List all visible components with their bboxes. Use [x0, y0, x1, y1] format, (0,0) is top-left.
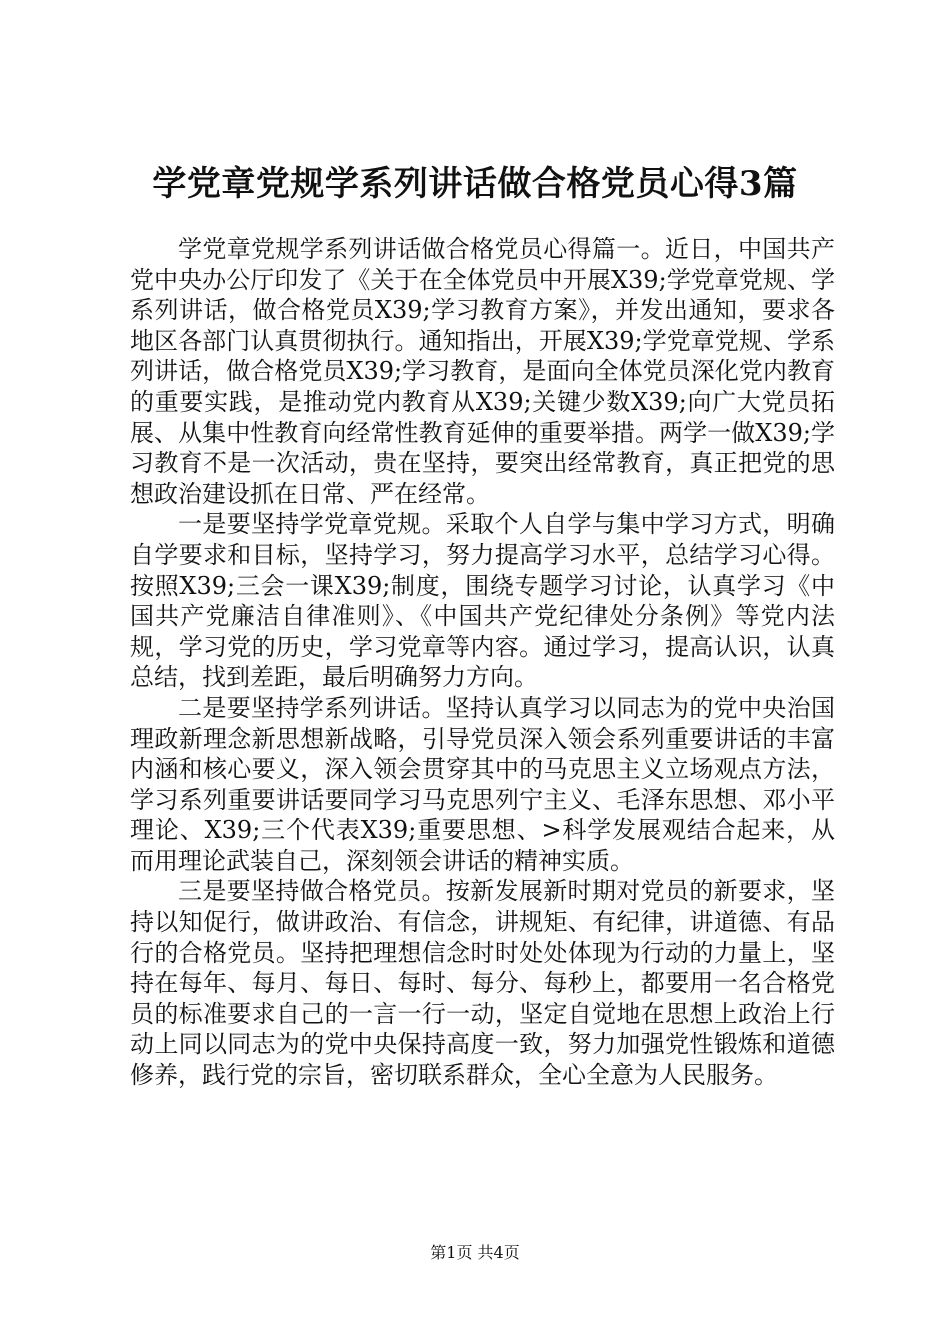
document-title: 学党章党规学系列讲话做合格党员心得3篇 [152, 164, 798, 204]
page-number-footer: 第1页 共4页 [430, 1243, 520, 1262]
document-body [130, 234, 835, 1091]
paragraph-point-one: 一是要坚持学党章党规。采取个人自学与集中学习方式，明确自学要求和目标，坚持学习，努力提高学习水平，总结学习心得。按照X39;三会一课X39;制度，围绕专题学习讨论，认真学习《中国共产党廉洁自律准则》、《中国共产党纪律处分条例》等党内法规，学习党的历史，学习党章等内容。通过学习，提高认识，认真总结，找到差距，最后明确努力方向。 [130, 510, 835, 692]
paragraph-point-three: 三是要坚持做合格党员。按新发展新时期对党员的新要求，坚持以知促行，做讲政治、有信念，讲规矩、有纪律，讲道德、有品行的合格党员。坚持把理想信念时时处处体现为行动的力量上，坚持在每年、每月、每日、每时、每分、每秒上，都要用一名合格党员的标准要求自己的一言一行一动，坚定自觉地在思想上政治上行动上同以同志为的党中央保持高度一致，努力加强党性锻炼和道德修养，践行党的宗旨，密切联系群众，全心全意为人民服务。 [130, 877, 835, 1090]
paragraph-point-two: 二是要坚持学系列讲话。坚持认真学习以同志为的党中央治国理政新理念新思想新战略，引导党员深入领会系列重要讲话的丰富内涵和核心要义，深入领会贯穿其中的马克思主义立场观点方法，学习系列重要讲话要同学习马克思列宁主义、毛泽东思想、邓小平理论、X39;三个代表X39;重要思想、>科学发展观结合起来，从而用理论武装自己，深刻领会讲话的精神实质。 [130, 693, 835, 875]
paragraph-intro: 学党章党规学系列讲话做合格党员心得篇一。近日，中国共产党中央办公厅印发了《关于在全体党员中开展X39;学党章党规、学系列讲话，做合格党员X39;学习教育方案》，并发出通知，要求各地区各部门认真贯彻执行。通知指出，开展X39;学党章党规、学系列讲话，做合格党员X39;学习教育，是面向全体党员深化党内教育的重要实践，是推动党内教育从X39;关键少数X39;向广大党员拓展、从集中性教育向经常性教育延伸的重要举措。两学一做X39;学习教育不是一次活动，贵在坚持，要突出经常教育，真正把党的思想政治建设抓在日常、严在经常。 [130, 235, 835, 508]
